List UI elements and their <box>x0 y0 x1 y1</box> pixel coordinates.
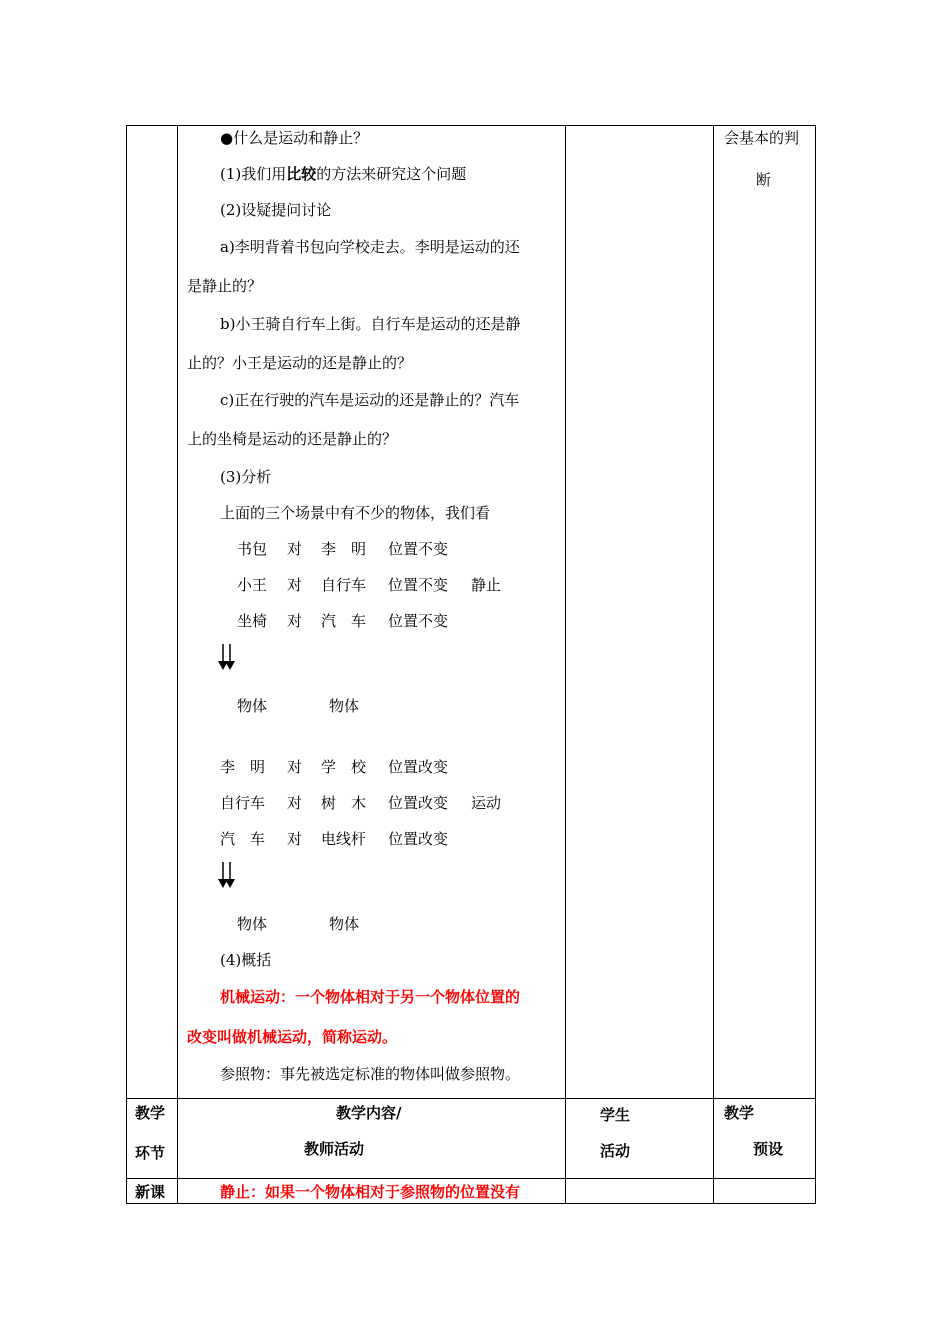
method-keyword: 比较 <box>286 165 317 183</box>
question-a-line1: a)李明背着书包向学校走去。李明是运动的还 <box>220 238 520 256</box>
g1-object-right: 物体 <box>329 697 360 715</box>
header-design-line2: 预设 <box>753 1140 784 1158</box>
header-stage-line2: 环节 <box>135 1144 166 1162</box>
g1-object-left: 物体 <box>237 697 268 715</box>
method-prefix: (1)我们用 <box>220 165 287 183</box>
question-c-line1: c)正在行驶的汽车是运动的还是静止的？汽车 <box>220 391 520 409</box>
analysis-heading: (3)分析 <box>220 468 272 486</box>
method-line <box>220 164 466 184</box>
g1-row2-result: 静止 <box>471 576 502 594</box>
header-stage-line1: 教学 <box>135 1104 166 1122</box>
col-border-0 <box>126 125 127 1204</box>
g1-row3-state: 位置不变 <box>388 612 449 630</box>
question-title: ●什么是运动和静止？ <box>220 129 369 147</box>
design-note-line2: 断 <box>756 171 772 189</box>
g2-row3-rel: 对 <box>287 830 303 848</box>
g1-row2-ref: 自行车 <box>321 576 367 594</box>
header-student-line2: 活动 <box>600 1142 631 1160</box>
g1-row2-item: 小王 <box>237 576 268 594</box>
header-student-line1: 学生 <box>600 1106 631 1124</box>
g2-object-right: 物体 <box>329 915 360 933</box>
analysis-intro: 上面的三个场景中有不少的物体，我们看 <box>220 504 491 522</box>
header-content-line1: 教学内容/ <box>336 1104 402 1122</box>
discussion-heading: (2)设疑提问讨论 <box>220 201 332 219</box>
question-b-line1: b)小王骑自行车上街。自行车是运动的还是静 <box>220 315 521 333</box>
g1-row3-ref: 汽 车 <box>321 612 367 630</box>
header-design-line1: 教学 <box>724 1104 755 1122</box>
g1-row3-item: 坐椅 <box>237 612 268 630</box>
mechanical-motion-definition-line1: 机械运动：一个物体相对于另一个物体位置的 <box>220 988 521 1006</box>
g1-row1-ref: 李 明 <box>321 540 367 558</box>
design-note-line1: 会基本的判 <box>724 129 800 147</box>
col-border-2 <box>565 125 566 1204</box>
col-border-1 <box>177 125 178 1204</box>
g2-row1-item: 李 明 <box>220 758 266 776</box>
g2-row3-item: 汽 车 <box>220 830 266 848</box>
reference-object-definition: 参照物：事先被选定标准的物体叫做参照物。 <box>220 1065 521 1083</box>
col-border-4 <box>815 125 816 1204</box>
g2-row3-state: 位置改变 <box>388 830 449 848</box>
header-content-line2: 教师活动 <box>304 1140 365 1158</box>
g1-row2-state: 位置不变 <box>388 576 449 594</box>
question-a-line2: 是静止的？ <box>187 277 263 295</box>
g2-row2-rel: 对 <box>287 794 303 812</box>
method-suffix: 的方法来研究这个问题 <box>316 165 467 183</box>
static-definition: 静止：如果一个物体相对于参照物的位置没有 <box>220 1183 521 1201</box>
g1-row3-rel: 对 <box>287 612 303 630</box>
g2-row1-state: 位置改变 <box>388 758 449 776</box>
double-down-arrow-icon <box>216 644 238 670</box>
g2-row2-result: 运动 <box>471 794 502 812</box>
question-c-line2: 上的坐椅是运动的还是静止的？ <box>187 430 398 448</box>
g1-row1-item: 书包 <box>237 540 268 558</box>
g2-row1-rel: 对 <box>287 758 303 776</box>
summary-heading: (4)概括 <box>220 951 272 969</box>
row-label-new-lesson: 新课 <box>135 1183 166 1201</box>
g1-row2-rel: 对 <box>287 576 303 594</box>
g1-row1-state: 位置不变 <box>388 540 449 558</box>
mechanical-motion-definition-line2: 改变叫做机械运动，简称运动。 <box>187 1028 398 1046</box>
col-border-3 <box>713 125 714 1204</box>
g2-row2-state: 位置改变 <box>388 794 449 812</box>
g2-object-left: 物体 <box>237 915 268 933</box>
question-b-line2: 止的？小王是运动的还是静止的？ <box>187 354 413 372</box>
g2-row1-ref: 学 校 <box>321 758 367 776</box>
g2-row2-item: 自行车 <box>220 794 266 812</box>
g2-row2-ref: 树 木 <box>321 794 367 812</box>
g2-row3-ref: 电线杆 <box>321 830 367 848</box>
double-down-arrow-icon <box>216 862 238 888</box>
g1-row1-rel: 对 <box>287 540 303 558</box>
